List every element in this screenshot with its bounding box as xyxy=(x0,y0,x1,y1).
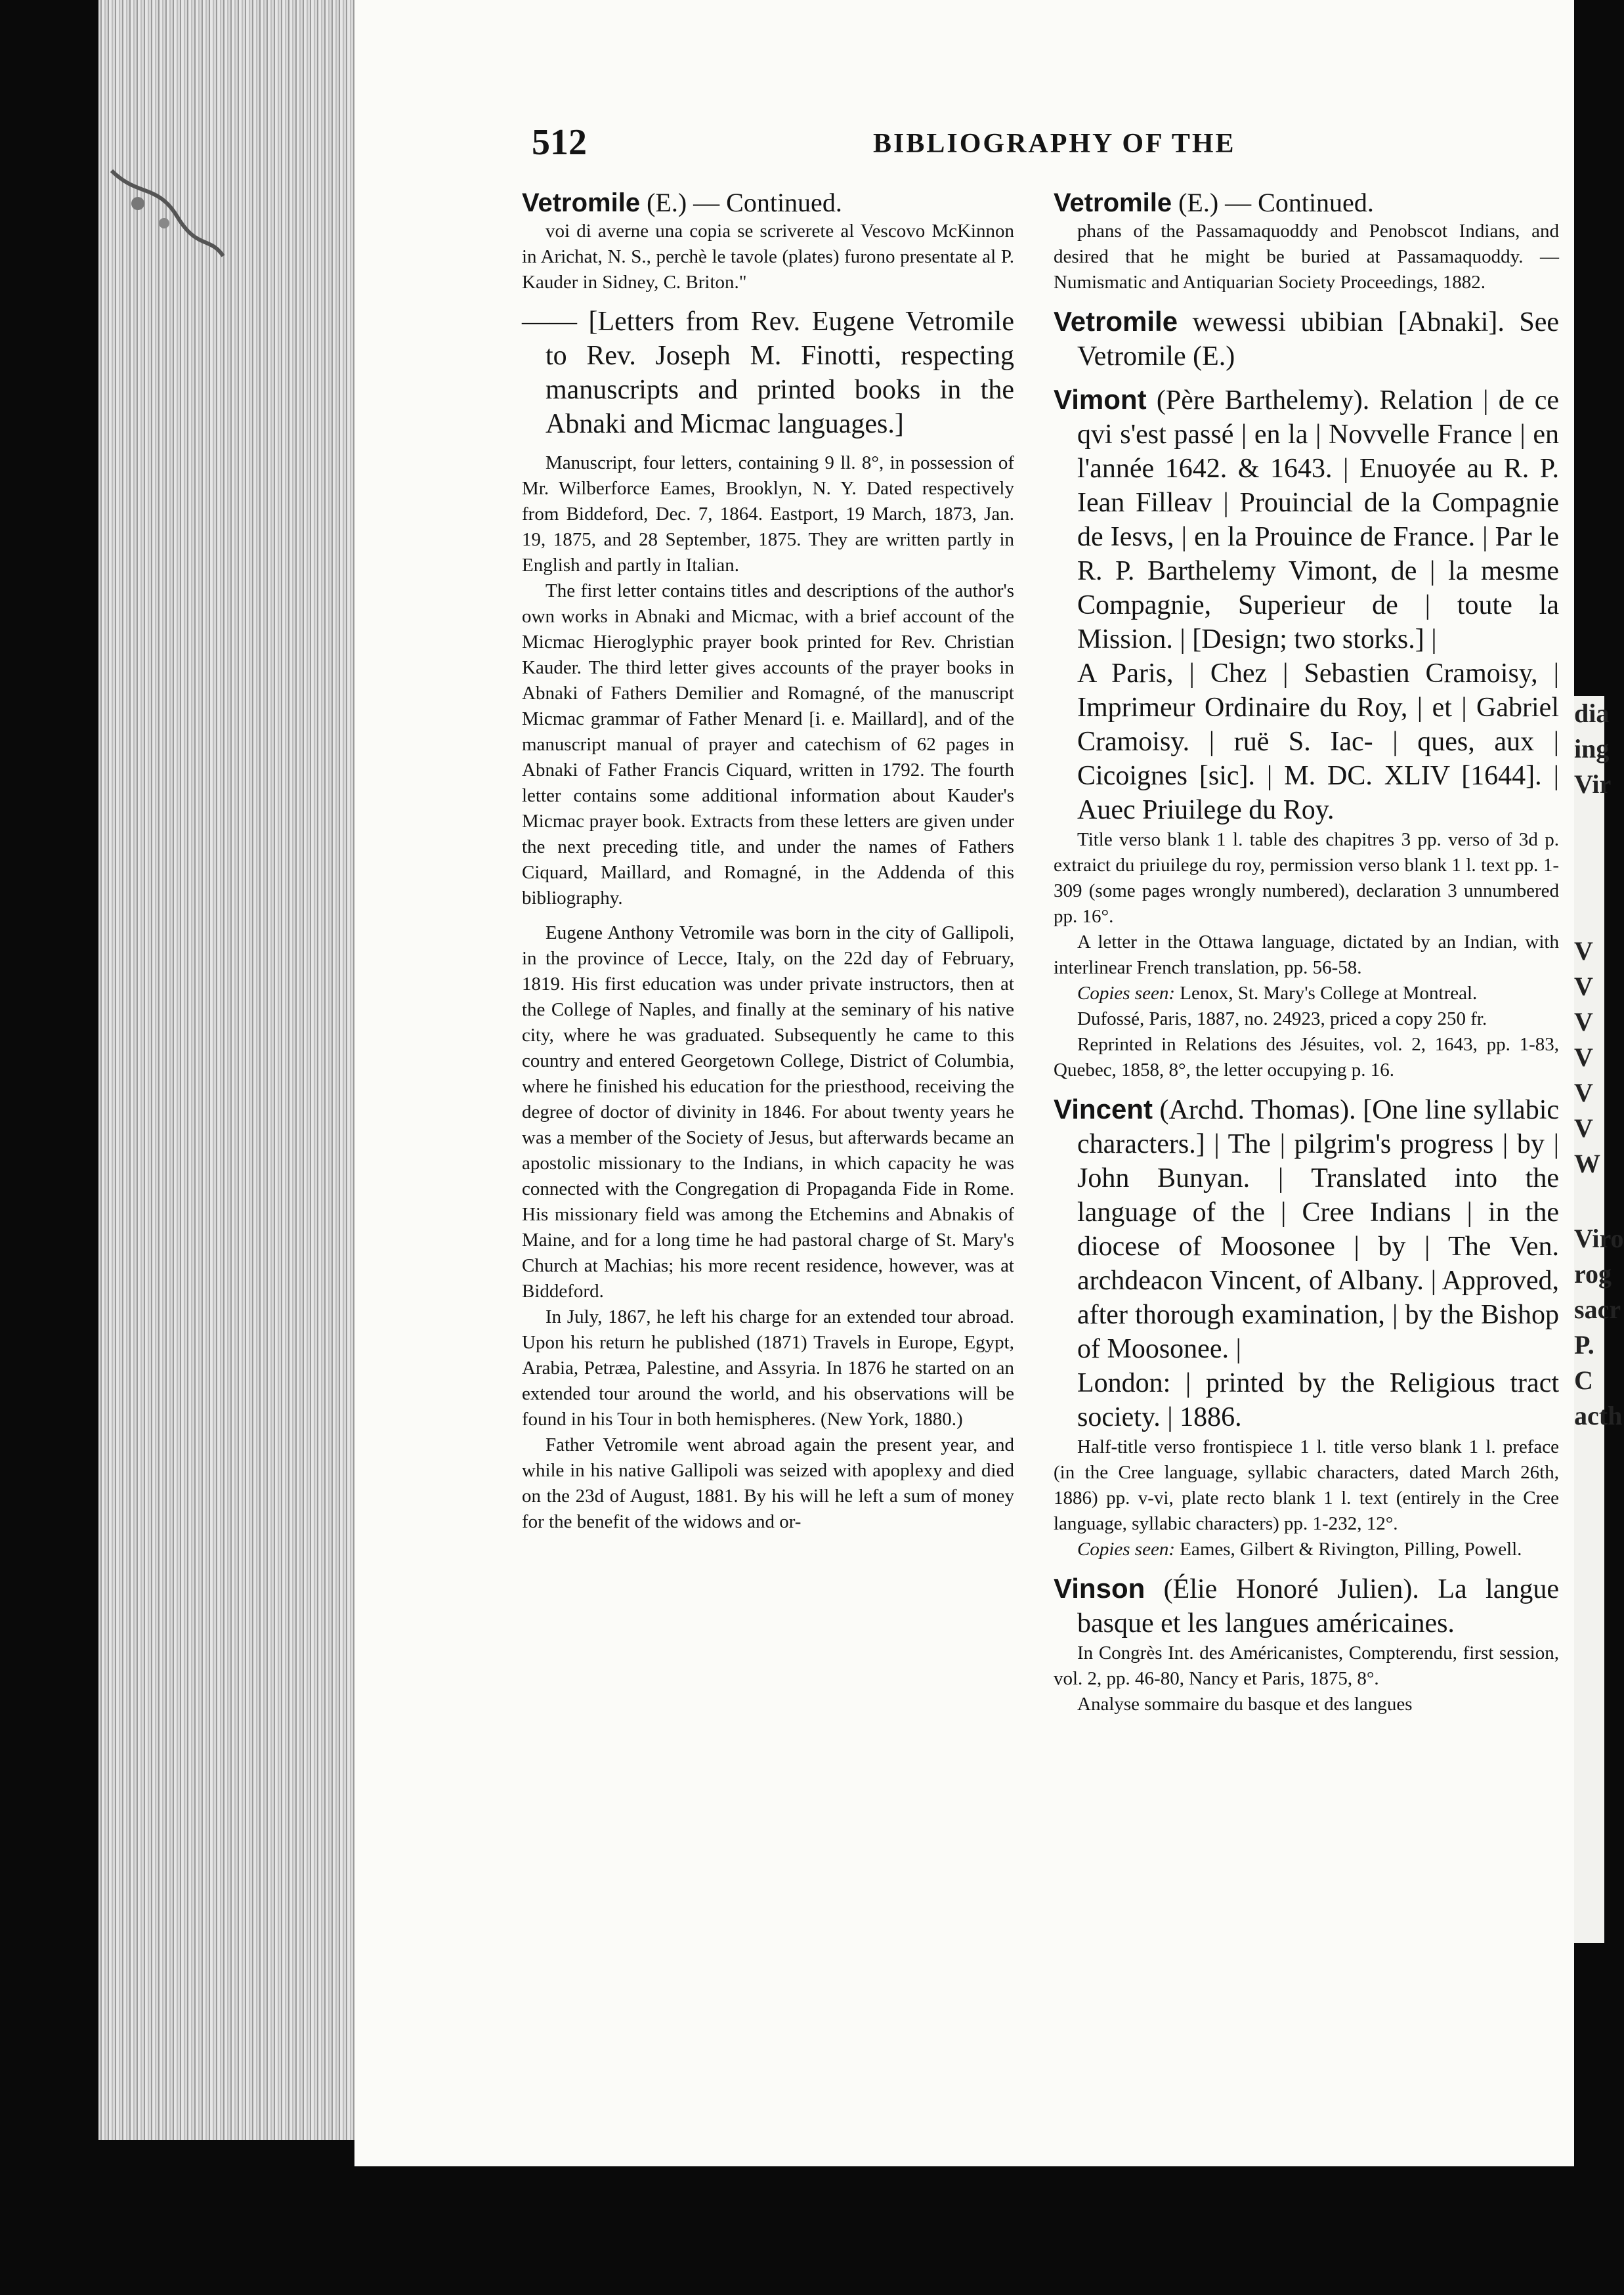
copies-label: Copies seen: xyxy=(1077,1539,1175,1560)
entry-title-text: (Archd. Thomas). [One line syllabic characters.] | The | pilgrim's progress | by | John Bunyan. | Translated into the language of the | Cree Indians | in the diocese of Moosonee | by | The Ven. archdeacon Vincent, of Albany. | Approved, after thorough examination, | by the Bishop of Moosonee. | xyxy=(1077,1095,1560,1364)
entry-name: Vincent xyxy=(1054,1094,1153,1125)
left-column xyxy=(522,187,1014,1535)
fragment-line: sacr xyxy=(1574,1295,1621,1324)
vincent-entry-title xyxy=(1054,1092,1559,1366)
vincent-imprint: London: | printed by the Religious tract society. | 1886. xyxy=(1077,1368,1559,1432)
fragment-line: V xyxy=(1574,1007,1593,1037)
page-header xyxy=(532,121,1254,167)
wewessi-entry xyxy=(1054,305,1559,374)
vinson-in: In Congrès Int. des Américanistes, Compterendu, first session, vol. 2, pp. 46-80, Nancy et Paris, 1875, 8°. xyxy=(1054,1642,1559,1689)
running-title: BIBLIOGRAPHY OF THE xyxy=(873,129,1236,159)
vincent-collation: Half-title verso frontispiece 1 l. title verso blank 1 l. preface (in the Cree language, syllabic characters, dated March 26th, 1886) pp. v-vi, plate recto blank 1 l. text (entirely in the Cree language, syllabic characters) pp. 1-232, 12°. xyxy=(1054,1436,1559,1534)
heading-name: Vetromile xyxy=(1054,188,1172,217)
heading-rest: (E.) — Continued. xyxy=(1178,188,1374,217)
entry-name: Vimont xyxy=(1054,384,1147,415)
fragment-line: V xyxy=(1574,972,1593,1001)
fragment-line: dia xyxy=(1574,698,1610,728)
book-page-edge xyxy=(98,0,387,2140)
vincent-copies-seen xyxy=(1054,1537,1559,1562)
entry-name: Vinson xyxy=(1054,1573,1145,1604)
heading-rest: (E.) — Continued. xyxy=(647,188,842,217)
fragment-line: Vir xyxy=(1574,769,1612,799)
vimont-copies-seen xyxy=(1054,981,1559,1006)
fragment-line: rog xyxy=(1574,1259,1612,1289)
entry-title-text: (Père Barthelemy). Relation | de ce qvi s'est passé | en la | Novvelle France | en l'année 1642. & 1643. | Enuoyée au R. P. Iean Filleav | Prouincial de la Compagnie de Iesvs, | en la Prouince de France. | Par le R. P. Barthelemy Vimont, de | la mesme Compagnie, Superieur de | toute la Mission. | [Design; two storks.] | xyxy=(1077,385,1560,654)
vimont-ottawa-note: A letter in the Ottawa language, dictated by an Indian, with interlinear French translation, pp. 56-58. xyxy=(1054,932,1559,978)
copies-list: Lenox, St. Mary's College at Montreal. xyxy=(1180,983,1478,1004)
vimont-imprint: A Paris, | Chez | Sebastien Cramoisy, | Imprimeur Ordinaire du Roy, | et | Gabriel Cramoisy. | ruë S. Iac- | ques, aux | Cicoignes [sic]. | M. DC. XLIV [1644]. | Auec Priuilege du Roy. xyxy=(1077,658,1559,825)
biography-paragraph: Father Vetromile went abroad again the present year, and while in his native Gallipoli was seized with apoplexy and died on the 23d of August, 1881. By his will he left a sum of money for the benefit of the widows and or- xyxy=(522,1434,1014,1532)
entry-name: Vetromile xyxy=(1054,306,1178,337)
continued-heading xyxy=(522,187,1014,219)
fragment-line: ing xyxy=(1574,734,1610,763)
biography-paragraph: Eugene Anthony Vetromile was born in the city of Gallipoli, in the province of Lecce, Italy, on the 22d day of February, 1819. His first education was under private instructors, then at the College of Naples, and finally at the seminary of his native city, where he was graduated. Subsequently he came to this country and entered Georgetown College, District of Columbia, where he finished his education for the priesthood, receiving the degree of doctor of divinity in 1846. For about twenty years he was a member of the Society of Jesus, but afterwards became an apostolic missionary to the Indians, in which capacity he was connected with the Congregation di Propaganda Fide in Rome. His missionary field was among the Etchemins and Abnakis of Maine, and for a long time he had pastoral charge of St. Mary's Church at Machias; his more recent residence, however, was at Biddeford. xyxy=(522,922,1014,1302)
continued-text: phans of the Passamaquoddy and Penobscot Indians, and desired that he might be buried at Passamaquoddy. — Numismatic and Antiquarian Society Proceedings, 1882. xyxy=(1054,221,1559,293)
heading-name: Vetromile xyxy=(522,188,641,217)
fragment-line: P. C xyxy=(1574,1330,1594,1395)
vimont-dufosse: Dufossé, Paris, 1887, no. 24923, priced a copy 250 fr. xyxy=(1077,1008,1487,1029)
fragment-line: W xyxy=(1574,1149,1600,1178)
next-page-fragment xyxy=(1574,696,1624,1943)
continued-heading xyxy=(1054,187,1559,219)
entry-title-text: wewessi ubibian [Abnaki]. See Vetromile (E.) xyxy=(1077,307,1559,372)
fragment-line: V xyxy=(1574,1113,1593,1143)
letters-entry-title: —— [Letters from Rev. Eugene Vetromile to Rev. Joseph M. Finotti, respecting manuscripts and printed books in the Abnaki and Micmac languages.] xyxy=(522,307,1014,439)
copies-label: Copies seen: xyxy=(1077,983,1175,1004)
vinson-entry-title xyxy=(1054,1572,1559,1641)
vimont-reprinted: Reprinted in Relations des Jésuites, vol. 2, 1643, pp. 1-83, Quebec, 1858, 8°, the letter occupying p. 16. xyxy=(1054,1034,1559,1081)
fragment-line: V xyxy=(1574,936,1593,966)
copies-list: Eames, Gilbert & Rivington, Pilling, Powell. xyxy=(1180,1539,1522,1560)
page-number: 512 xyxy=(532,122,587,163)
vimont-entry-title xyxy=(1054,383,1559,656)
fragment-line: V xyxy=(1574,1042,1593,1072)
right-column xyxy=(1054,187,1559,1717)
biography-paragraph: In July, 1867, he left his charge for an extended tour abroad. Upon his return he published (1871) Travels in Europe, Egypt, Arabia, Petræa, Palestine, and Assyria. In 1876 he started on an extended tour around the world, and his observations will be found in his Tour in both hemispheres. (New York, 1880.) xyxy=(522,1306,1014,1430)
fragment-line: acth xyxy=(1574,1401,1623,1430)
entry-title-text: (Élie Honoré Julien). La langue basque et les langues américaines. xyxy=(1077,1574,1559,1639)
vimont-collation: Title verso blank 1 l. table des chapitres 3 pp. verso of 3d p. extraict du priuilege du roy, permission verso blank 1 l. text pp. 1-309 (some pages wrongly numbered), declaration 3 unnumbered pp. 16°. xyxy=(1054,829,1559,927)
margin-stain xyxy=(98,158,230,263)
fragment-line: Viro xyxy=(1574,1224,1624,1253)
vinson-analyse: Analyse sommaire du basque et des langues xyxy=(1077,1694,1413,1715)
fragment-line: V xyxy=(1574,1078,1593,1107)
letters-contents: The first letter contains titles and descriptions of the author's own works in Abnaki and Micmac, with a brief account of the Micmac Hieroglyphic prayer book printed for Rev. Christian Kauder. The third letter gives accounts of the prayer books in Abnaki of Fathers Demilier and Romagné, of the manuscript Micmac grammar of Father Menard [i. e. Maillard], and of the manuscript manual of prayer and catechism of 62 pages in Abnaki of Father Francis Ciquard, written in 1792. The fourth letter contains some additional information about Kauder's Micmac prayer book. Extracts from these letters are given under the next preceding title, and under the names of Fathers Ciquard, Maillard, and Romagné, in the Addenda of this bibliography. xyxy=(522,580,1014,909)
quote-tail: voi di averne una copia se scriverete al Vescovo McKinnon in Arichat, N. S., perchè le tavole (plates) furono presentate al P. Kauder in Sidney, C. Briton." xyxy=(522,221,1014,293)
letters-description: Manuscript, four letters, containing 9 ll. 8°, in possession of Mr. Wilberforce Eames, Brooklyn, N. Y. Dated respectively from Biddeford, Dec. 7, 1864. Eastport, 19 March, 1873, Jan. 19, 1875, and 28 September, 1875. They are written partly in English and partly in Italian. xyxy=(522,452,1014,576)
